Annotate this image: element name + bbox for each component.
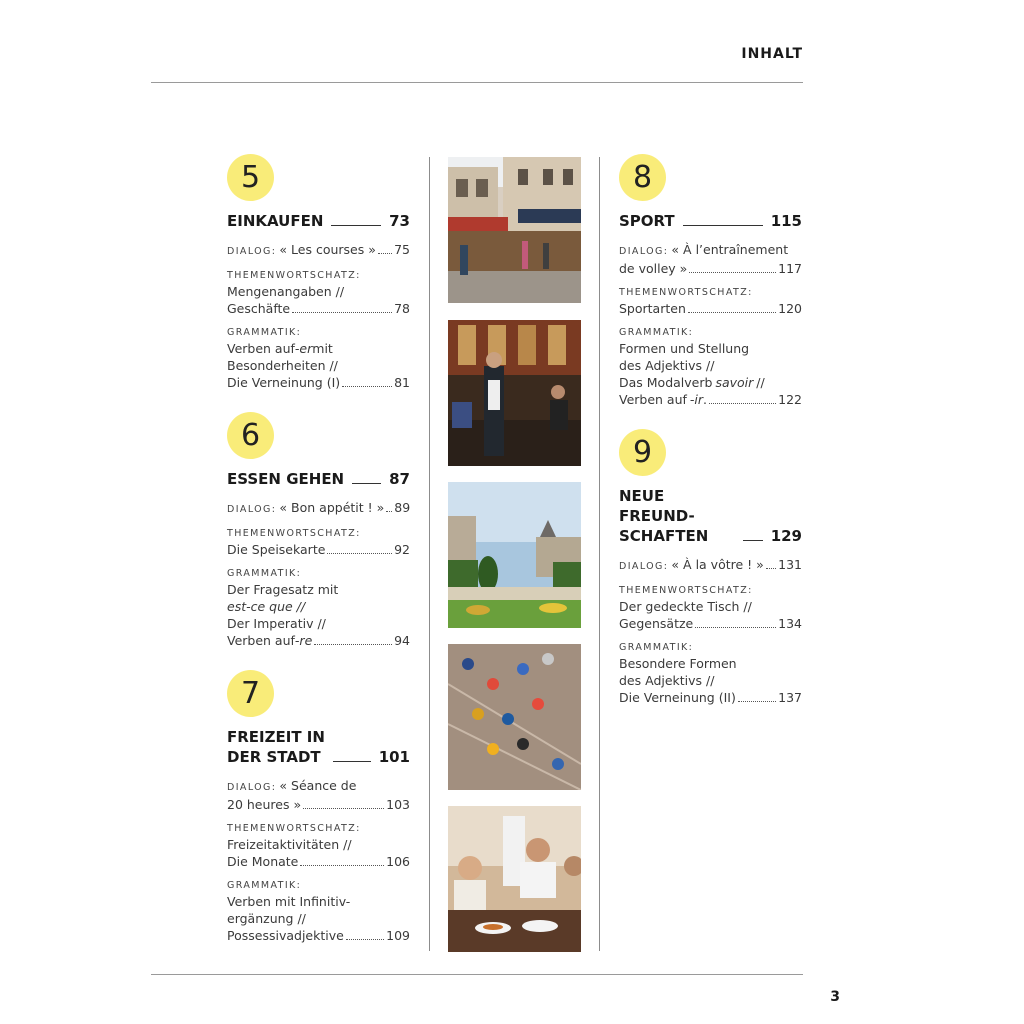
entry-italic: savoir: [715, 375, 754, 390]
chapter-heading[interactable]: [227, 727, 410, 767]
chapter-number-badge: 8: [619, 154, 666, 201]
dialog-title: « À l’entraînement: [671, 242, 789, 257]
title-leader: [352, 483, 381, 484]
vocabulary-entry[interactable]: [227, 269, 410, 317]
chapter-title[interactable]: FREIZEIT IN DER STADT: [227, 728, 325, 766]
chapter-page: 129: [770, 527, 802, 545]
street-photo: [448, 157, 581, 303]
entry-page: 103: [386, 797, 410, 812]
entry-line: de volley »: [619, 261, 688, 276]
dot-leader: [292, 312, 392, 313]
entry-line: Verben mit Infinitiv-: [227, 894, 351, 909]
entry-page: 75: [394, 242, 410, 257]
entry-page: 137: [778, 690, 802, 705]
title-leader: [333, 761, 371, 762]
chapter-heading[interactable]: [619, 486, 802, 546]
entry-line: Mengenangaben //: [227, 284, 345, 299]
park-photo: [448, 482, 581, 628]
dot-leader: [766, 568, 776, 569]
entry-line: .: [703, 392, 708, 407]
vocabulary-entry[interactable]: [227, 527, 410, 558]
grammar-label: GRAMMATIK:: [227, 327, 302, 338]
dialog-label: DIALOG:: [619, 561, 669, 572]
dot-leader: [327, 553, 392, 554]
entry-line: Verben auf: [227, 341, 295, 356]
dialog-title: « Les courses »: [279, 242, 376, 257]
dialog-entry[interactable]: [619, 241, 802, 277]
chapter-heading[interactable]: [227, 211, 410, 231]
dot-leader: [695, 627, 776, 628]
entry-line: 20 heures »: [227, 797, 302, 812]
cafe-waiter-photo: [448, 320, 581, 466]
vocabulary-entry[interactable]: [227, 822, 410, 870]
entry-line: Die Monate: [227, 854, 299, 869]
dot-leader: [378, 253, 392, 254]
title-leader: [743, 540, 763, 541]
entry-line: des Adjektivs //: [619, 673, 715, 688]
chapter-8: [619, 154, 802, 408]
bottom-rule: [151, 974, 803, 975]
entry-italic: -ir: [689, 392, 704, 407]
chapter-page: 101: [378, 748, 410, 766]
grammar-entry[interactable]: [227, 879, 410, 944]
dot-leader: [688, 312, 776, 313]
cyclists-photo: [448, 644, 581, 790]
entry-page: 109: [386, 928, 410, 943]
column-divider-right: [599, 157, 600, 951]
entry-page: 106: [386, 854, 410, 869]
entry-line: Sportarten: [619, 301, 686, 316]
dialog-title: « À la vôtre ! »: [671, 557, 764, 572]
section-title: INHALT: [741, 46, 803, 62]
entry-line: Der gedeckte Tisch //: [619, 599, 752, 614]
entry-line: Die Verneinung (I): [227, 375, 341, 390]
dot-leader: [346, 939, 384, 940]
grammar-entry[interactable]: [619, 641, 802, 706]
entry-line: Die Verneinung (II): [619, 690, 736, 705]
dot-leader: [300, 865, 384, 866]
entry-line: Das Modalverb: [619, 375, 713, 390]
dialog-label: DIALOG:: [619, 246, 669, 257]
dot-leader: [689, 272, 776, 273]
entry-italic: est-ce que //: [227, 599, 306, 614]
page-number: 3: [830, 989, 840, 1005]
entry-line: Besondere Formen: [619, 656, 737, 671]
dot-leader: [303, 808, 384, 809]
entry-line: Freizeitaktivitäten //: [227, 837, 352, 852]
dialog-title: « Séance de: [279, 778, 357, 793]
entry-line: Possessivadjektive: [227, 928, 344, 943]
grammar-entry[interactable]: [227, 567, 410, 649]
chapter-title[interactable]: NEUE FREUND- SCHAFTEN: [619, 487, 709, 545]
title-leader: [331, 225, 381, 226]
dot-leader: [709, 403, 776, 404]
grammar-entry[interactable]: [619, 326, 802, 408]
chapter-number-badge: 6: [227, 412, 274, 459]
chapter-9: [619, 429, 802, 706]
chapter-page: 115: [770, 212, 802, 230]
entry-line: ergänzung //: [227, 911, 306, 926]
grammar-label: GRAMMATIK:: [227, 568, 302, 579]
entry-line: Der Imperativ //: [227, 616, 326, 631]
dot-leader: [314, 644, 392, 645]
chapter-heading[interactable]: [619, 211, 802, 231]
chapter-title[interactable]: EINKAUFEN: [227, 212, 324, 230]
column-divider-left: [429, 157, 430, 951]
entry-line: Verben auf: [227, 633, 295, 648]
entry-line: Geschäfte: [227, 301, 291, 316]
entry-page: 92: [394, 542, 410, 557]
grammar-entry[interactable]: [227, 326, 410, 391]
chapter-title[interactable]: SPORT: [619, 212, 675, 230]
dialog-entry[interactable]: [227, 241, 410, 260]
entry-page: 120: [778, 301, 802, 316]
entry-line: mit: [312, 341, 333, 356]
vocabulary-label: THEMENWORTSCHATZ:: [619, 287, 753, 298]
dialog-label: DIALOG:: [227, 246, 277, 257]
chapter-page: 87: [389, 470, 410, 488]
dot-leader: [386, 511, 392, 512]
entry-line: Besonderheiten //: [227, 358, 338, 373]
dialog-label: DIALOG:: [227, 504, 277, 515]
dialog-label: DIALOG:: [227, 782, 277, 793]
title-leader: [683, 225, 763, 226]
top-rule: [151, 82, 803, 83]
chapter-5: [227, 154, 410, 391]
dialog-entry[interactable]: [227, 499, 410, 518]
dialog-title: « Bon appétit ! »: [279, 500, 385, 515]
entry-line: des Adjektivs //: [619, 358, 715, 373]
entry-line: //: [756, 375, 765, 390]
entry-line: Formen und Stellung: [619, 341, 750, 356]
entry-page: 81: [394, 375, 410, 390]
chapter-number-badge: 5: [227, 154, 274, 201]
grammar-label: GRAMMATIK:: [619, 642, 694, 653]
chapter-number-badge: 9: [619, 429, 666, 476]
entry-line: Verben auf: [619, 392, 687, 407]
chapter-title[interactable]: ESSEN GEHEN: [227, 470, 345, 488]
vocabulary-entry[interactable]: [619, 286, 802, 317]
vocabulary-label: THEMENWORTSCHATZ:: [227, 270, 361, 281]
dialog-entry[interactable]: [619, 556, 802, 575]
entry-line: Die Speisekarte: [227, 542, 326, 557]
entry-italic: -re: [294, 633, 313, 648]
grammar-label: GRAMMATIK:: [619, 327, 694, 338]
dinner-friends-photo: [448, 806, 581, 952]
entry-page: 117: [778, 261, 802, 276]
entry-page: 131: [778, 557, 802, 572]
vocabulary-label: THEMENWORTSCHATZ:: [227, 823, 361, 834]
chapter-6: [227, 412, 410, 649]
entry-line: Gegensätze: [619, 616, 694, 631]
entry-page: 134: [778, 616, 802, 631]
chapter-page: 73: [389, 212, 410, 230]
dot-leader: [342, 386, 392, 387]
grammar-label: GRAMMATIK:: [227, 880, 302, 891]
entry-italic: -er: [294, 341, 313, 356]
entry-page: 78: [394, 301, 410, 316]
vocabulary-label: THEMENWORTSCHATZ:: [619, 585, 753, 596]
entry-page: 94: [394, 633, 410, 648]
vocabulary-label: THEMENWORTSCHATZ:: [227, 528, 361, 539]
dot-leader: [738, 701, 776, 702]
chapter-7: [227, 670, 410, 944]
dialog-entry[interactable]: [227, 777, 410, 813]
entry-page: 89: [394, 500, 411, 515]
vocabulary-entry[interactable]: [619, 584, 802, 632]
chapter-heading[interactable]: [227, 469, 410, 489]
chapter-number-badge: 7: [227, 670, 274, 717]
entry-page: 122: [778, 392, 802, 407]
entry-line: Der Fragesatz mit: [227, 582, 339, 597]
